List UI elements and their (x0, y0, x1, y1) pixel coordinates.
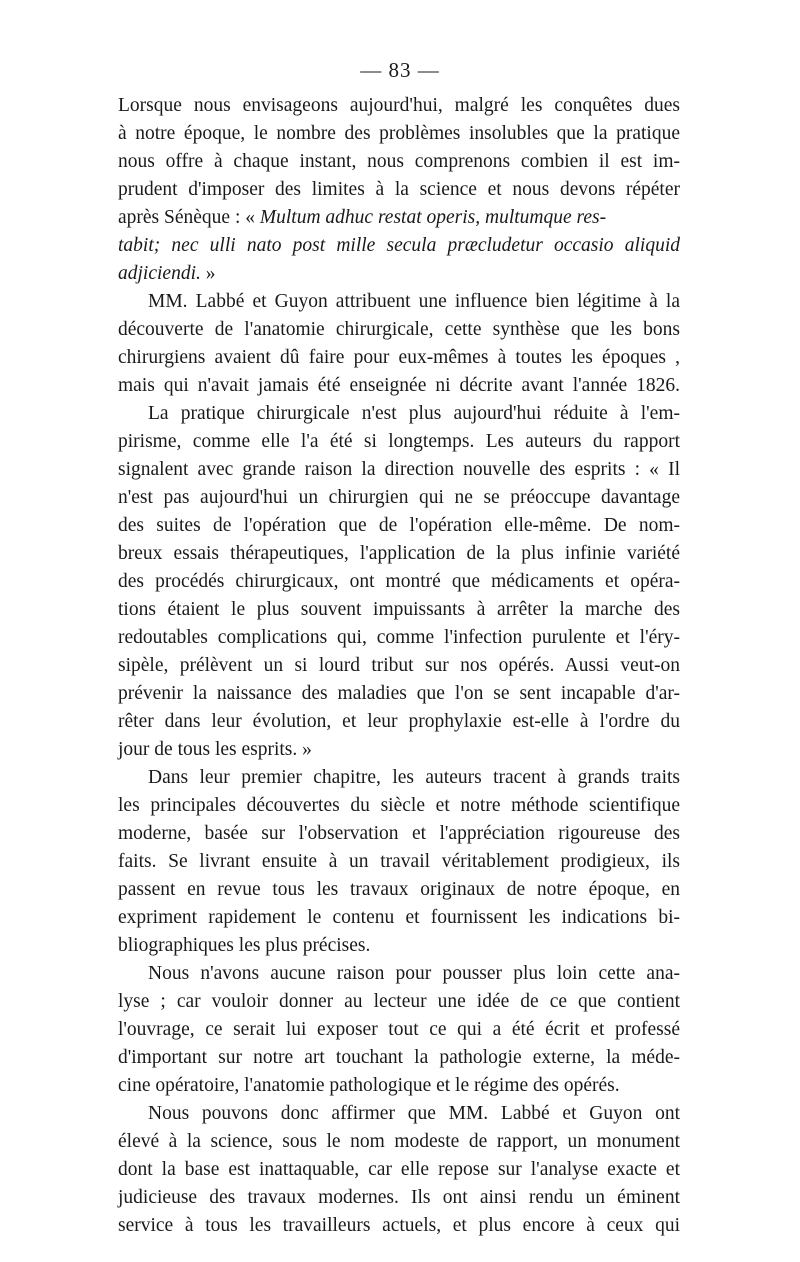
text-line: prévenir la naissance des maladies que l'on se sent incapable d'ar- (118, 683, 680, 704)
paragraph-start: MM. Labbé et Guyon attribuent une influence bien légitime à la (148, 291, 680, 312)
text-line: breux essais thérapeutiques, l'application de la plus infinie variété (118, 543, 680, 564)
text-line: des procédés chirurgicaux, ont montré que médicaments et opéra- (118, 571, 680, 592)
text-line: expriment rapidement le contenu et fournissent les indications bi- (118, 907, 680, 928)
paragraph-start: La pratique chirurgicale n'est plus aujourd'hui réduite à l'em- (148, 403, 680, 424)
text-run: après Sénèque : « (118, 207, 260, 228)
text-line: à notre époque, le nombre des problèmes insolubles que la pratique (118, 123, 680, 144)
text-line: pirisme, comme elle l'a été si longtemps. Les auteurs du rapport (118, 431, 680, 452)
text-line: découverte de l'anatomie chirurgicale, cette synthèse que les bons (118, 319, 680, 340)
text-line (118, 204, 680, 232)
paragraph-start: Nous n'avons aucune raison pour pousser plus loin cette ana- (148, 963, 680, 984)
text-line: faits. Se livrant ensuite à un travail véritablement prodigieux, ils (118, 851, 680, 872)
text-line: jour de tous les esprits. » (118, 739, 312, 760)
text-line: mais qui n'avait jamais été enseignée ni décrite avant l'année 1826. (118, 375, 680, 396)
latin-quote-run: Multum adhuc restat operis, multumque res- (259, 207, 607, 228)
text-run: » (200, 263, 216, 284)
text-line: prudent d'imposer des limites à la science et nous devons répéter (118, 179, 680, 200)
text-line: d'important sur notre art touchant la pathologie externe, la méde- (118, 1047, 680, 1068)
text-line: l'ouvrage, ce serait lui exposer tout ce qui a été écrit et professé (118, 1019, 680, 1040)
text-line: tions étaient le plus souvent impuissants à arrêter la marche des (118, 599, 680, 620)
text-line: rêter dans leur évolution, et leur prophylaxie est-elle à l'ordre du (118, 711, 680, 732)
text-line: n'est pas aujourd'hui un chirurgien qui ne se préoccupe davantage (118, 487, 680, 508)
text-line: élevé à la science, sous le nom modeste de rapport, un monument (118, 1131, 680, 1152)
text-line: passent en revue tous les travaux originaux de notre époque, en (118, 879, 680, 900)
paragraph-start: Nous pouvons donc affirmer que MM. Labbé et Guyon ont (148, 1103, 680, 1124)
text-line: les principales découvertes du siècle et notre méthode scientifique (118, 795, 680, 816)
latin-quote-run: adjiciendi. (118, 263, 201, 284)
body-text (118, 92, 680, 1240)
text-line: redoutables complications qui, comme l'infection purulente et l'éry- (118, 627, 680, 648)
text-line: Lorsque nous envisageons aujourd'hui, malgré les conquêtes dues (118, 95, 680, 116)
text-line: judicieuse des travaux modernes. Ils ont ainsi rendu un éminent (118, 1187, 680, 1208)
text-line: moderne, basée sur l'observation et l'appréciation rigoureuse des (118, 823, 680, 844)
text-line: chirurgiens avaient dû faire pour eux-mêmes à toutes les époques , (118, 347, 680, 368)
text-line: lyse ; car vouloir donner au lecteur une idée de ce que contient (118, 991, 680, 1012)
page-number: — 83 — (360, 58, 440, 82)
text-line: signalent avec grande raison la direction nouvelle des esprits : « Il (118, 459, 680, 480)
text-line: service à tous les travailleurs actuels, et plus encore à ceux qui (118, 1215, 680, 1236)
text-line: des suites de l'opération que de l'opération elle-même. De nom- (118, 515, 680, 536)
text-line: cine opératoire, l'anatomie pathologique et le régime des opérés. (118, 1075, 620, 1096)
text-line: dont la base est inattaquable, car elle repose sur l'analyse exacte et (118, 1159, 680, 1180)
text-line: sipèle, prélèvent un si lourd tribut sur nos opérés. Aussi veut-on (118, 655, 680, 676)
paragraph-start: Dans leur premier chapitre, les auteurs tracent à grands traits (148, 767, 680, 788)
latin-quote-line: tabit; nec ulli nato post mille secula præcludetur occasio aliquid (118, 235, 680, 256)
text-line (118, 260, 680, 288)
text-line: bliographiques les plus précises. (118, 935, 371, 956)
text-line: nous offre à chaque instant, nous comprenons combien il est im- (118, 151, 680, 172)
